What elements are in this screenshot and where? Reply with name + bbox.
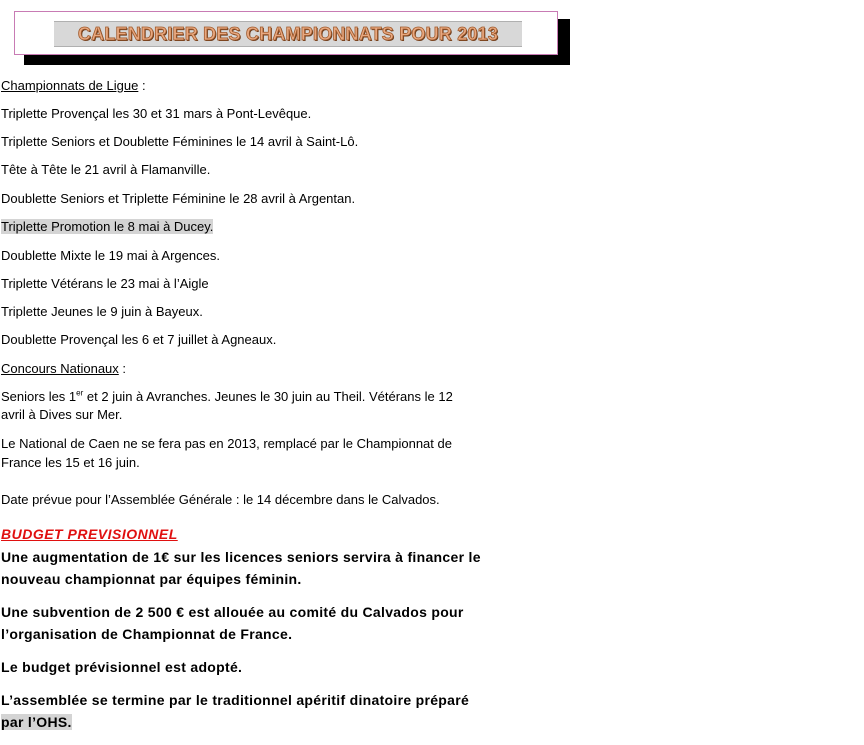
- title-banner: [14, 11, 562, 59]
- budget-p4-line-1: L’assemblée se termine par le traditionnel apéritif dinatoire préparé: [1, 692, 470, 708]
- budget-p1-line-1: Une augmentation de 1€ sur les licences seniors servira à financer le: [1, 549, 481, 565]
- ligue-item-7: Triplette Vétérans le 23 mai à l’Aigle: [1, 276, 209, 291]
- budget-p1-line-2: nouveau championnat par équipes féminin.: [1, 571, 302, 587]
- nationaux-line-1-end: et 2 juin à Avranches. Jeunes le 30 juin au Theil. Vétérans le 12: [83, 389, 453, 404]
- nationaux-line-2: avril à Dives sur Mer.: [1, 407, 123, 422]
- title-frame: [14, 11, 558, 55]
- caen-line-2: France les 15 et 16 juin.: [1, 455, 140, 470]
- page-title: CALENDRIER DES CHAMPIONNATS POUR 2013: [77, 24, 499, 44]
- ligue-item-4: Doublette Seniors et Triplette Féminine le 28 avril à Argentan.: [1, 191, 356, 206]
- ligue-item-2: Triplette Seniors et Doublette Féminines le 14 avril à Saint-Lô.: [1, 134, 359, 149]
- ligue-heading-colon: :: [138, 78, 146, 93]
- ligue-item-9: Doublette Provençal les 6 et 7 juillet à Agneaux.: [1, 332, 277, 347]
- nationaux-line-1: [1, 387, 453, 407]
- nationaux-heading: Concours Nationaux: [1, 361, 119, 376]
- budget-p2-line-1: Une subvention de 2 500 € est allouée au comité du Calvados pour: [1, 604, 464, 620]
- ligue-item-1: Triplette Provençal les 30 et 31 mars à Pont-Levêque.: [1, 106, 312, 121]
- ligue-item-5: Triplette Promotion le 8 mai à Ducey.: [1, 219, 214, 234]
- ligue-item-8: Triplette Jeunes le 9 juin à Bayeux.: [1, 304, 203, 319]
- ligue-item-5-line: [1, 217, 213, 237]
- ligue-item-6: Doublette Mixte le 19 mai à Argences.: [1, 248, 220, 263]
- caen-line-1: Le National de Caen ne se fera pas en 2013, remplacé par le Championnat de: [1, 436, 452, 451]
- budget-p3: Le budget prévisionnel est adopté.: [1, 659, 243, 675]
- budget-heading: BUDGET PREVISIONNEL: [1, 526, 178, 542]
- nationaux-heading-colon: :: [118, 361, 127, 376]
- nationaux-superscript: er: [76, 388, 84, 398]
- budget-p4-line-2: par l’OHS.: [1, 714, 72, 730]
- ligue-heading: Championnats de Ligue: [1, 78, 139, 93]
- nationaux-heading-line: [1, 359, 126, 379]
- budget-p2-line-2: l’organisation de Championnat de France.: [1, 626, 293, 642]
- ligue-heading-line: [1, 76, 146, 96]
- nationaux-line-1-start: Seniors les 1: [1, 389, 77, 404]
- budget-p4-line-2-wrap: [1, 711, 561, 733]
- assemblee-date: Date prévue pour l’Assemblée Générale : le 14 décembre dans le Calvados.: [1, 492, 440, 507]
- ligue-item-3: Tête à Tête le 21 avril à Flamanville.: [1, 162, 211, 177]
- title-bar: [54, 21, 522, 47]
